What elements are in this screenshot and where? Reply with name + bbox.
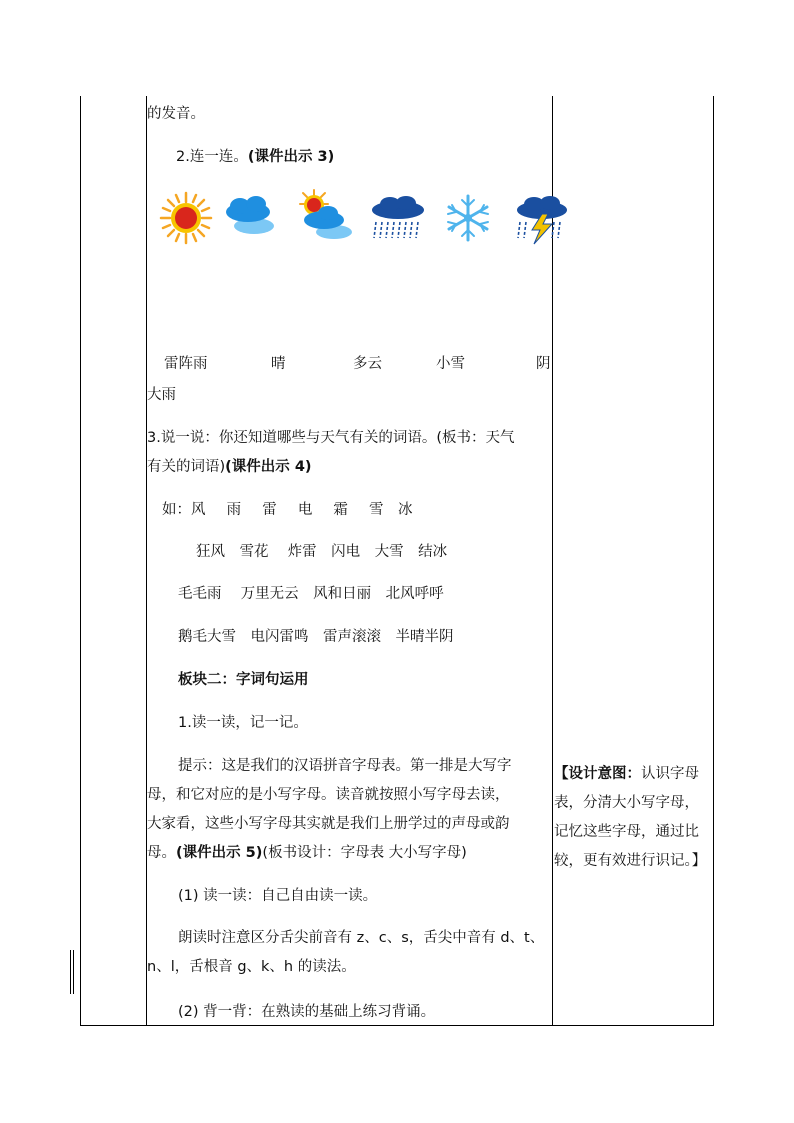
board-design-note: (板书设计：字母表 大小写字母) bbox=[262, 845, 467, 861]
weather-word: 小雪 bbox=[436, 356, 465, 372]
text-line bbox=[147, 843, 467, 863]
snowflake-icon bbox=[442, 192, 494, 244]
weather-word: 雷阵雨 bbox=[164, 356, 208, 372]
margin-mark-2 bbox=[73, 950, 74, 994]
weather-word: 多云 bbox=[353, 356, 382, 372]
column-divider-1 bbox=[146, 96, 147, 1026]
courseware-ref: (课件出示 4) bbox=[225, 459, 312, 475]
table-border-left bbox=[80, 96, 81, 1026]
table-border-bottom bbox=[80, 1025, 714, 1026]
design-intent bbox=[554, 764, 699, 784]
text-line: 朗读时注意区分舌尖前音有 z、c、s，舌尖中音有 d、t、 bbox=[178, 930, 545, 946]
text-line: 提示：这是我们的汉语拼音字母表。第一排是大写字 bbox=[178, 758, 512, 774]
example-words: 毛毛雨 万里无云 风和日丽 北风呼呼 bbox=[178, 586, 444, 602]
weather-word: 阴 bbox=[536, 356, 551, 372]
table-border-right bbox=[713, 96, 714, 1026]
example-words: 狂风 雪花 炸雷 闪电 大雪 结冰 bbox=[196, 544, 448, 560]
courseware-ref: (课件出示 3) bbox=[247, 149, 335, 165]
design-intent-text: 认识字母 bbox=[641, 766, 699, 782]
text-fragment: 有关的词语) bbox=[147, 459, 226, 475]
heavy-rain-icon bbox=[368, 196, 428, 246]
weather-word: 大雨 bbox=[147, 387, 176, 403]
partly-cloudy-icon bbox=[294, 188, 354, 246]
text-line: 母，和它对应的是小写字母。读音就按照小写字母去读， bbox=[147, 787, 510, 803]
design-intent-text: 较，更有效进行识记。】 bbox=[554, 853, 707, 869]
text-line: n、l，舌根音 g、k、h 的读法。 bbox=[147, 959, 356, 975]
weather-icons bbox=[158, 190, 558, 250]
design-intent-text: 记忆这些字母，通过比 bbox=[554, 824, 699, 840]
cloudy-icon bbox=[218, 194, 278, 244]
text-line: 的发音。 bbox=[147, 106, 205, 122]
text-fragment: 母。 bbox=[147, 845, 176, 861]
text-line: (1) 读一读：自己自由读一读。 bbox=[178, 888, 378, 904]
margin-mark-1 bbox=[70, 950, 71, 994]
text-line: 3.说一说：你还知道哪些与天气有关的词语。(板书：天气 bbox=[147, 430, 515, 446]
section-heading: 板块二：字词句运用 bbox=[178, 672, 309, 688]
example-words: 如：风 雨 雷 电 霜 雪 冰 bbox=[162, 502, 413, 518]
design-intent-label: 【设计意图： bbox=[554, 766, 641, 782]
activity-connect bbox=[176, 147, 334, 167]
example-words: 鹅毛大雪 电闪雷鸣 雷声滚滚 半晴半阴 bbox=[178, 629, 454, 645]
activity-label: 2.连一连。 bbox=[176, 149, 248, 165]
thunderstorm-icon bbox=[512, 196, 570, 246]
text-line: (2) 背一背：在熟读的基础上练习背诵。 bbox=[178, 1004, 436, 1020]
text-line bbox=[147, 457, 312, 477]
text-line: 大家看，这些小写字母其实就是我们上册学过的声母或韵 bbox=[147, 816, 510, 832]
weather-word: 晴 bbox=[271, 356, 286, 372]
design-intent-text: 表，分清大小写字母， bbox=[554, 795, 699, 811]
sun-icon bbox=[158, 190, 214, 246]
courseware-ref: (课件出示 5) bbox=[176, 845, 263, 861]
text-line: 1.读一读，记一记。 bbox=[178, 715, 308, 731]
